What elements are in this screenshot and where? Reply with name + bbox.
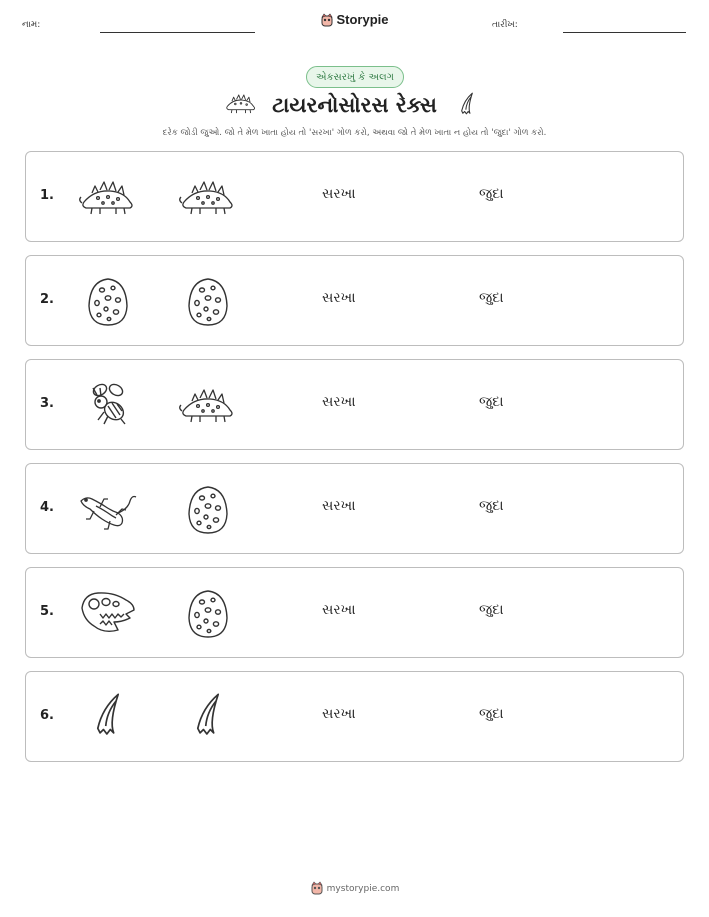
question-number: 4. [40,500,54,515]
stegosaurus-icon [178,178,238,222]
question-row [25,463,684,554]
option-different[interactable]: જુદા [479,290,504,306]
brand-name: Storypie [336,12,389,27]
question-row [25,359,684,450]
question-row [25,151,684,242]
bee-icon [86,380,130,432]
question-number: 6. [40,708,54,723]
trex-skull-icon [78,588,138,642]
question-row [25,671,684,762]
option-same[interactable]: સરખા [322,186,356,202]
option-different[interactable]: જુદા [479,706,504,722]
option-same[interactable]: સરખા [322,706,356,722]
option-different[interactable]: જુદા [479,186,504,202]
instructions: દરેક જોડી જુઓ. જો તે મેળ ખાતા હોય તો 'સરખા' ગોળ કરો, અથવા જો તે મેળ ખાતા ન હોય તો 'જુદા' ગોળ કરો. [162,128,547,138]
date-line[interactable] [563,32,686,33]
tooth-icon [458,92,476,118]
question-row [25,567,684,658]
egg-icon [186,276,230,332]
footer [0,881,709,895]
egg-icon [86,276,130,332]
question-number: 5. [40,604,54,619]
tooth-icon [91,692,125,746]
egg-icon [186,588,230,644]
option-different[interactable]: જુદા [479,498,504,514]
option-different[interactable]: જુદા [479,394,504,410]
option-same[interactable]: સરખા [322,290,356,306]
egg-icon [186,484,230,540]
question-number: 3. [40,396,54,411]
storypie-mascot-icon [310,881,324,895]
storypie-mascot-icon [320,13,334,27]
date-label: તારીખ: [492,20,518,30]
option-different[interactable]: જુદા [479,602,504,618]
option-same[interactable]: સરખા [322,602,356,618]
tooth-icon [191,692,225,746]
name-label: નામ: [22,20,41,30]
option-same[interactable]: સરખા [322,394,356,410]
question-number: 1. [40,188,54,203]
worksheet-type-badge: એકસરખું કે અલગ [306,66,404,88]
footer-url[interactable]: mystorypie.com [326,884,400,894]
stegosaurus-icon [78,178,138,222]
question-row [25,255,684,346]
name-line[interactable] [100,32,255,33]
brand-logo [0,12,709,27]
page-title: ટાયરનોસોરસ રેક્સ [272,93,437,117]
stegosaurus-icon [178,386,238,430]
lizard-icon [78,487,138,535]
question-number: 2. [40,292,54,307]
option-same[interactable]: સરખા [322,498,356,514]
